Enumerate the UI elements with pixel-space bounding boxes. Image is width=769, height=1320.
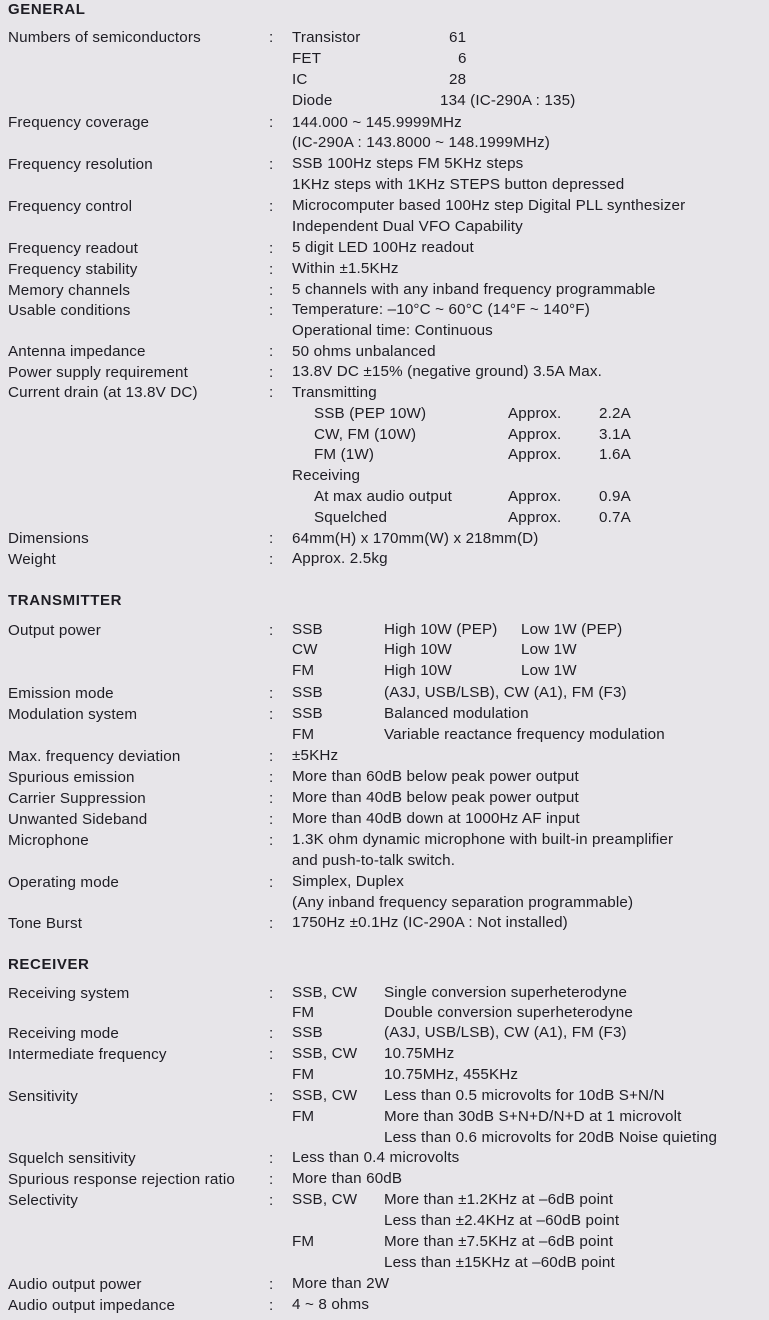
colon-separator: : [269, 530, 274, 547]
current-mode: FM (1W) [314, 446, 375, 463]
colon-separator: : [269, 114, 274, 131]
colon-separator: : [269, 985, 274, 1002]
spec-label-dimensions: Dimensions [8, 530, 89, 547]
colon-separator: : [269, 685, 274, 702]
spec-value: More than ±1.2KHz at –6dB point [384, 1191, 614, 1208]
colon-separator: : [269, 1297, 274, 1314]
mode-label: FM [292, 1108, 315, 1125]
semiconductor-count: 28 [449, 71, 467, 88]
current-value: 2.2A [599, 405, 631, 422]
section-heading-transmitter: TRANSMITTER [8, 592, 123, 609]
semiconductor-type: FET [292, 50, 322, 67]
mode-label: CW [292, 641, 318, 658]
spec-label-antenna-impedance: Antenna impedance [8, 343, 146, 360]
current-value: 0.9A [599, 488, 631, 505]
spec-value: 1.3K ohm dynamic microphone with built-in preamplifier [292, 831, 674, 848]
spec-value: 4 ~ 8 ohms [292, 1296, 370, 1313]
sub-heading-transmitting: Transmitting [292, 384, 377, 401]
spec-value: More than 60dB below peak power output [292, 768, 579, 785]
spec-value: Independent Dual VFO Capability [292, 218, 523, 235]
mode-label: SSB [292, 621, 323, 638]
semiconductor-count: 61 [449, 29, 467, 46]
colon-separator: : [269, 622, 274, 639]
colon-separator: : [269, 198, 274, 215]
spec-value: ±5KHz [292, 747, 339, 764]
spec-label-audio-output-power: Audio output power [8, 1276, 142, 1293]
colon-separator: : [269, 302, 274, 319]
mode-label: FM [292, 1233, 315, 1250]
spec-value: Less than 0.6 microvolts for 20dB Noise quieting [384, 1129, 718, 1146]
spec-value: Less than ±15KHz at –60dB point [384, 1254, 615, 1271]
spec-label-frequency-resolution: Frequency resolution [8, 156, 153, 173]
current-approx: Approx. [508, 488, 562, 505]
spec-label-intermediate-frequency: Intermediate frequency [8, 1046, 167, 1063]
mode-label: SSB, CW [292, 984, 358, 1001]
spec-value: Double conversion superheterodyne [384, 1004, 633, 1021]
spec-label-emission-mode: Emission mode [8, 685, 114, 702]
colon-separator: : [269, 790, 274, 807]
colon-separator: : [269, 1192, 274, 1209]
current-mode: SSB (PEP 10W) [314, 405, 427, 422]
spec-label-microphone: Microphone [8, 832, 89, 849]
section-heading-general: GENERAL [8, 1, 86, 18]
spec-label-tone-burst: Tone Burst [8, 915, 83, 932]
spec-value: 10.75MHz [384, 1045, 455, 1062]
spec-value: SSB 100Hz steps FM 5KHz steps [292, 155, 524, 172]
colon-separator: : [269, 915, 274, 932]
spec-label-unwanted-sideband: Unwanted Sideband [8, 811, 148, 828]
colon-separator: : [269, 1025, 274, 1042]
spec-value: More than 60dB [292, 1170, 403, 1187]
spec-label-selectivity: Selectivity [8, 1192, 79, 1209]
spec-value: (Any inband frequency separation programmable) [292, 894, 634, 911]
spec-value: 10.75MHz, 455KHz [384, 1066, 519, 1083]
colon-separator: : [269, 1276, 274, 1293]
sub-heading-receiving: Receiving [292, 467, 361, 484]
semiconductor-type: Diode [292, 92, 333, 109]
mode-label: FM [292, 1004, 315, 1021]
spec-value: Within ±1.5KHz [292, 260, 399, 277]
mode-label: SSB [292, 684, 323, 701]
semiconductor-count: 6 [458, 50, 467, 67]
colon-separator: : [269, 1046, 274, 1063]
spec-label-frequency-readout: Frequency readout [8, 240, 139, 257]
spec-value: (A3J, USB/LSB), CW (A1), FM (F3) [384, 1024, 627, 1041]
spec-label-frequency-coverage: Frequency coverage [8, 114, 150, 131]
spec-value: More than 30dB S+N+D/N+D at 1 microvolt [384, 1108, 682, 1125]
spec-value: Microcomputer based 100Hz step Digital PLL synthesizer [292, 197, 686, 214]
colon-separator: : [269, 874, 274, 891]
colon-separator: : [269, 29, 274, 46]
power-high: High 10W (PEP) [384, 621, 498, 638]
spec-label-sensitivity: Sensitivity [8, 1088, 79, 1105]
current-approx: Approx. [508, 509, 562, 526]
spec-value: Single conversion superheterodyne [384, 984, 628, 1001]
power-high: High 10W [384, 662, 452, 679]
spec-label-spurious-emission: Spurious emission [8, 769, 135, 786]
semiconductor-count: 134 (IC-290A : 135) [440, 92, 576, 109]
spec-label-receiving-mode: Receiving mode [8, 1025, 120, 1042]
colon-separator: : [269, 769, 274, 786]
spec-value: (IC-290A : 143.8000 ~ 148.1999MHz) [292, 134, 550, 151]
spec-value: Temperature: –10°C ~ 60°C (14°F ~ 140°F) [292, 301, 590, 318]
colon-separator: : [269, 156, 274, 173]
spec-label-carrier-suppression: Carrier Suppression [8, 790, 146, 807]
current-approx: Approx. [508, 446, 562, 463]
spec-value: 1750Hz ±0.1Hz (IC-290A : Not installed) [292, 914, 568, 931]
spec-value: More than 40dB down at 1000Hz AF input [292, 810, 580, 827]
semiconductor-type: IC [292, 71, 308, 88]
spec-value: Variable reactance frequency modulation [384, 726, 665, 743]
colon-separator: : [269, 748, 274, 765]
colon-separator: : [269, 832, 274, 849]
spec-value: Simplex, Duplex [292, 873, 404, 890]
power-low: Low 1W (PEP) [521, 621, 623, 638]
spec-value: 5 channels with any inband frequency programmable [292, 281, 656, 298]
spec-value: More than ±7.5KHz at –6dB point [384, 1233, 614, 1250]
spec-value: 1KHz steps with 1KHz STEPS button depressed [292, 176, 625, 193]
colon-separator: : [269, 1088, 274, 1105]
spec-label-memory-channels: Memory channels [8, 282, 131, 299]
mode-label: FM [292, 726, 315, 743]
colon-separator: : [269, 240, 274, 257]
spec-label-usable-conditions: Usable conditions [8, 302, 131, 319]
spec-value: Balanced modulation [384, 705, 529, 722]
semiconductor-type: Transistor [292, 29, 361, 46]
current-approx: Approx. [508, 405, 562, 422]
spec-value: Less than 0.5 microvolts for 10dB S+N/N [384, 1087, 665, 1104]
spec-value: (A3J, USB/LSB), CW (A1), FM (F3) [384, 684, 627, 701]
spec-value: Operational time: Continuous [292, 322, 493, 339]
power-low: Low 1W [521, 641, 577, 658]
spec-label-spurious-rejection: Spurious response rejection ratio [8, 1171, 235, 1188]
colon-separator: : [269, 282, 274, 299]
mode-label: SSB, CW [292, 1087, 358, 1104]
current-value: 3.1A [599, 426, 631, 443]
mode-label: SSB, CW [292, 1045, 358, 1062]
mode-label: SSB [292, 1024, 323, 1041]
colon-separator: : [269, 706, 274, 723]
spec-value: More than 2W [292, 1275, 390, 1292]
spec-value: 5 digit LED 100Hz readout [292, 239, 474, 256]
mode-label: SSB, CW [292, 1191, 358, 1208]
spec-label-frequency-control: Frequency control [8, 198, 133, 215]
colon-separator: : [269, 551, 274, 568]
spec-label-squelch-sensitivity: Squelch sensitivity [8, 1150, 136, 1167]
spec-label-receiving-system: Receiving system [8, 985, 130, 1002]
spec-label-power-supply: Power supply requirement [8, 364, 189, 381]
colon-separator: : [269, 1150, 274, 1167]
section-heading-receiver: RECEIVER [8, 956, 90, 973]
spec-value: Approx. 2.5kg [292, 550, 388, 567]
spec-label-output-power: Output power [8, 622, 101, 639]
spec-label-frequency-stability: Frequency stability [8, 261, 138, 278]
current-approx: Approx. [508, 426, 562, 443]
colon-separator: : [269, 261, 274, 278]
spec-value: Less than 0.4 microvolts [292, 1149, 460, 1166]
current-mode: Squelched [314, 509, 388, 526]
colon-separator: : [269, 364, 274, 381]
spec-value: 64mm(H) x 170mm(W) x 218mm(D) [292, 530, 539, 547]
current-mode: At max audio output [314, 488, 452, 505]
current-mode: CW, FM (10W) [314, 426, 417, 443]
spec-value: and push-to-talk switch. [292, 852, 456, 869]
spec-label-weight: Weight [8, 551, 56, 568]
spec-value: Less than ±2.4KHz at –60dB point [384, 1212, 620, 1229]
spec-label-modulation-system: Modulation system [8, 706, 138, 723]
mode-label: FM [292, 662, 315, 679]
power-low: Low 1W [521, 662, 577, 679]
spec-label-max-deviation: Max. frequency deviation [8, 748, 181, 765]
colon-separator: : [269, 343, 274, 360]
spec-value: More than 40dB below peak power output [292, 789, 579, 806]
spec-label-current-drain: Current drain (at 13.8V DC) [8, 384, 198, 401]
spec-value: 144.000 ~ 145.9999MHz [292, 114, 462, 131]
power-high: High 10W [384, 641, 452, 658]
colon-separator: : [269, 811, 274, 828]
spec-value: 50 ohms unbalanced [292, 343, 436, 360]
current-value: 0.7A [599, 509, 631, 526]
spec-label-audio-output-impedance: Audio output impedance [8, 1297, 176, 1314]
mode-label: FM [292, 1066, 315, 1083]
spec-label-semiconductors: Numbers of semiconductors [8, 29, 201, 46]
current-value: 1.6A [599, 446, 631, 463]
colon-separator: : [269, 384, 274, 401]
colon-separator: : [269, 1171, 274, 1188]
spec-label-operating-mode: Operating mode [8, 874, 120, 891]
spec-value: 13.8V DC ±15% (negative ground) 3.5A Max. [292, 363, 602, 380]
mode-label: SSB [292, 705, 323, 722]
